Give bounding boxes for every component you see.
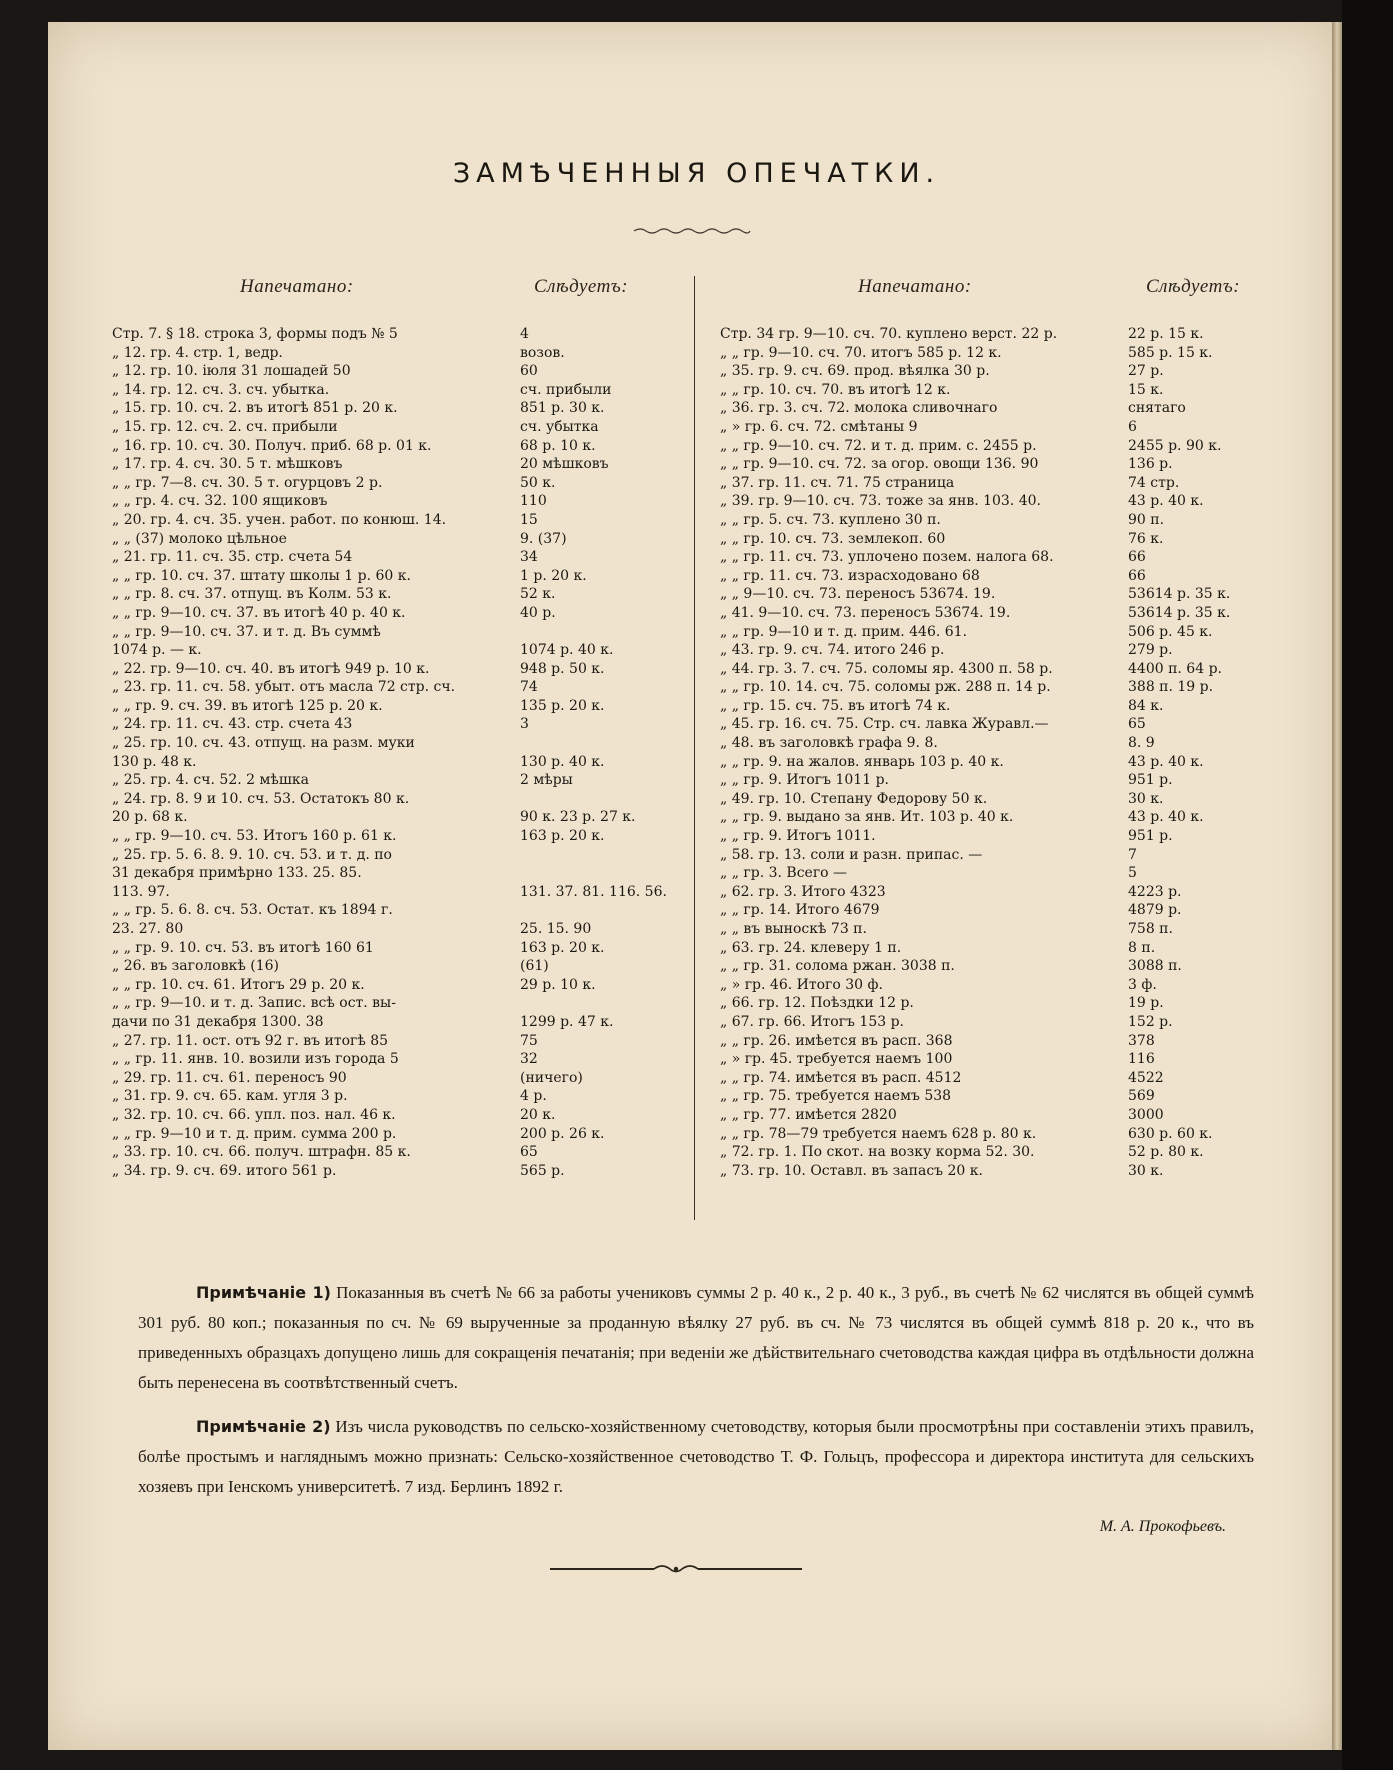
errata-correction: 19 р. (1128, 995, 1164, 1012)
errata-row (720, 921, 1260, 940)
errata-printed: „ „ гр. 3. Всего — (720, 865, 848, 882)
errata-printed: „ „ гр. 11. сч. 73. израсходовано 68 (720, 567, 980, 584)
errata-correction: 6 (1128, 418, 1137, 435)
errata-correction: 4879 р. (1128, 902, 1182, 919)
errata-printed: „ 49. гр. 10. Степану Федорову 50 к. (720, 790, 988, 807)
errata-row (720, 828, 1260, 847)
errata-correction: 200 р. 26 к. (520, 1125, 605, 1142)
errata-correction: 585 р. 15 к. (1128, 344, 1213, 361)
left-header-should-be: Слѣдуетъ: (534, 276, 629, 297)
errata-correction: 43 р. 40 к. (1128, 753, 1204, 770)
errata-row (112, 363, 682, 382)
errata-printed: „ 73. гр. 10. Оставл. въ запасъ 20 к. (720, 1162, 983, 1179)
errata-correction: 68 р. 10 к. (520, 437, 596, 454)
errata-row (720, 884, 1260, 903)
errata-correction: 75 (520, 1032, 538, 1049)
errata-correction: 851 р. 30 к. (520, 400, 605, 417)
errata-row (720, 772, 1260, 791)
errata-correction: 116 (1128, 1051, 1155, 1068)
errata-row (112, 475, 682, 494)
errata-row (720, 549, 1260, 568)
errata-row (112, 531, 682, 550)
errata-printed: „ 12. гр. 4. стр. 1, ведр. (112, 344, 283, 361)
left-errata-column (112, 326, 682, 1181)
errata-row (720, 865, 1260, 884)
left-header-printed: Напечатано: (240, 276, 354, 297)
errata-row (112, 512, 682, 531)
errata-printed: „ „ гр. 9—10 и т. д. прим. 446. 61. (720, 623, 968, 640)
errata-correction: 27 р. (1128, 363, 1164, 380)
errata-row (112, 326, 682, 345)
errata-row (720, 400, 1260, 419)
errata-correction: 135 р. 20 к. (520, 697, 605, 714)
errata-correction: 630 р. 60 к. (1128, 1125, 1213, 1142)
errata-printed: „ „ гр. 9. Итогъ 1011. (720, 828, 876, 845)
errata-correction: 66 (1128, 567, 1146, 584)
errata-printed: „ „ гр. 75. требуется наемъ 538 (720, 1088, 952, 1105)
errata-correction: 9. (37) (520, 530, 567, 547)
errata-row (112, 865, 682, 884)
errata-correction: 4223 р. (1128, 883, 1182, 900)
errata-printed: 20 р. 68 к. (112, 809, 188, 826)
errata-printed: „ 67. гр. 66. Итогъ 153 р. (720, 1013, 904, 1030)
errata-printed: „ „ гр. 9—10. сч. 70. итогъ 585 р. 12 к. (720, 344, 1002, 361)
errata-row (112, 1144, 682, 1163)
errata-row (720, 995, 1260, 1014)
errata-printed: „ „ гр. 9—10 и т. д. прим. сумма 200 р. (112, 1125, 397, 1142)
errata-printed: „ 15. гр. 10. сч. 2. въ итогѣ 851 р. 20 к. (112, 400, 398, 417)
errata-correction: 60 (520, 363, 538, 380)
note-2-head: Примѣчаніе 2) (196, 1417, 331, 1436)
errata-correction: 569 (1128, 1088, 1155, 1105)
errata-correction: 1 р. 20 к. (520, 567, 587, 584)
errata-printed: „ 27. гр. 11. ост. отъ 92 г. въ итогѣ 85 (112, 1032, 389, 1049)
errata-correction: 130 р. 40 к. (520, 753, 605, 770)
errata-correction: 25. 15. 90 (520, 921, 592, 937)
errata-row (112, 958, 682, 977)
errata-printed: „ 25. гр. 10. сч. 43. отпущ. на разм. муки (112, 735, 415, 752)
errata-printed: „ „ гр. 74. имѣется въ расп. 4512 (720, 1069, 962, 1086)
errata-row (112, 1051, 682, 1070)
errata-correction: 4400 п. 64 р. (1128, 660, 1222, 677)
errata-printed: „ 25. гр. 5. 6. 8. 9. 10. сч. 53. и т. д. по (112, 846, 392, 863)
errata-printed: „ „ гр. 9—10. сч. 37. въ итогѣ 40 р. 40 к. (112, 604, 406, 621)
errata-printed: „ 22. гр. 9—10. сч. 40. въ итогѣ 949 р. 10 к. (112, 660, 430, 677)
errata-printed: „ 72. гр. 1. По скот. на возку корма 52. 30. (720, 1144, 1035, 1161)
errata-correction: 378 (1128, 1032, 1155, 1049)
errata-row (112, 754, 682, 773)
errata-printed: „ „ гр. 9—10. сч. 37. и т. д. Въ суммѣ (112, 623, 381, 640)
errata-correction: 74 (520, 679, 538, 696)
errata-printed: Стр. 7. § 18. строка 3, формы подъ № 5 (112, 326, 398, 342)
errata-row (720, 586, 1260, 605)
errata-correction: 3088 п. (1128, 958, 1182, 975)
errata-correction: 758 п. (1128, 921, 1173, 937)
errata-row (720, 698, 1260, 717)
errata-row (112, 624, 682, 643)
errata-row (720, 958, 1260, 977)
errata-row (112, 791, 682, 810)
errata-correction: 8 п. (1128, 939, 1156, 956)
errata-correction: 53614 р. 35 к. (1128, 604, 1231, 621)
errata-printed: Стр. 34 гр. 9—10. сч. 70. куплено верст. 22 р. (720, 326, 1058, 342)
errata-row (720, 809, 1260, 828)
errata-row (112, 605, 682, 624)
errata-printed: „ 25. гр. 4. сч. 52. 2 мѣшка (112, 772, 309, 789)
errata-printed: „ 24. гр. 11. сч. 43. стр. счета 43 (112, 716, 353, 733)
errata-row (112, 568, 682, 587)
errata-printed: 1074 р. — к. (112, 642, 202, 659)
note-1 (138, 1278, 1254, 1398)
errata-correction: 65 (520, 1144, 538, 1161)
errata-correction: 3 ф. (1128, 976, 1157, 993)
note-2 (138, 1412, 1254, 1502)
errata-printed: „ 17. гр. 4. сч. 30. 5 т. мѣшковъ (112, 456, 343, 473)
errata-row (112, 940, 682, 959)
errata-printed: „ 39. гр. 9—10. сч. 73. тоже за янв. 103. 40. (720, 493, 1042, 510)
errata-printed: 23. 27. 80 (112, 921, 184, 937)
errata-row (112, 1163, 682, 1182)
errata-row (720, 493, 1260, 512)
errata-printed: „ „ гр. 11. янв. 10. возили изъ города 5 (112, 1051, 399, 1068)
errata-printed: 113. 97. (112, 883, 170, 900)
errata-correction: 66 (1128, 549, 1146, 566)
errata-printed: „ 44. гр. 3. 7. сч. 75. соломы яр. 4300 п. 58 р. (720, 660, 1053, 677)
errata-printed: „ 33. гр. 10. сч. 66. получ. штрафн. 85 к. (112, 1144, 411, 1161)
errata-row (112, 493, 682, 512)
note-1-text: Показанныя въ счетѣ № 66 за работы учениковъ суммы 2 р. 40 к., 2 р. 40 к., 3 руб., въ счетѣ № 62 числятся въ общей суммѣ 301 руб. 80 коп.; показанныя по сч. № 69 вырученные за проданную вѣялку 27 руб. въ сч. № 73 числятся въ общей суммѣ 818 р. 20 к., что въ приведенныхъ образцахъ допущено лишь для сокращенія печатанія; при веденіи же дѣйствительнаго счетоводства каждая цифра въ отдѣльности должна быть перенесена въ соотвѣтственный счетъ. (138, 1283, 1255, 1392)
errata-printed: „ „ гр. 10. сч. 61. Итогъ 29 р. 20 к. (112, 976, 365, 993)
errata-row (112, 716, 682, 735)
errata-row (112, 642, 682, 661)
errata-row (112, 382, 682, 401)
errata-printed: „ 45. гр. 16. сч. 75. Стр. сч. лавка Журавл.— (720, 716, 1049, 733)
errata-row (720, 754, 1260, 773)
note-2-text: Изъ числа руководствъ по сельско-хозяйственному счетоводству, которыя были просмотрѣны при составленіи этихъ правилъ, болѣе простымъ и нагляднымъ можно признать: Сельско-хозяйственное счетоводство Т. Ф. Гольцъ, профессора и директора института для сельскихъ хозяевъ при Іенскомъ университетѣ. 7 изд. Берлинъ 1892 г. (138, 1417, 1255, 1496)
errata-correction: 65 (1128, 716, 1146, 733)
errata-row (720, 605, 1260, 624)
errata-printed: 130 р. 48 к. (112, 753, 197, 770)
errata-row (720, 902, 1260, 921)
title-ornament (632, 226, 752, 236)
errata-printed: „ „ гр. 9. выдано за янв. Ит. 103 р. 40 к. (720, 809, 1014, 826)
errata-correction: 2 мѣры (520, 772, 573, 789)
errata-row (112, 1126, 682, 1145)
errata-printed: „ » гр. 6. сч. 72. смѣтаны 9 (720, 418, 918, 435)
errata-printed: „ 29. гр. 11. сч. 61. переносъ 90 (112, 1069, 347, 1086)
errata-row (112, 902, 682, 921)
errata-row (112, 847, 682, 866)
errata-printed: „ „ гр. 10. сч. 73. землекоп. 60 (720, 530, 946, 547)
errata-printed: „ „ гр. 10. сч. 37. штату школы 1 р. 60 к. (112, 567, 411, 584)
notes-section (138, 1278, 1254, 1516)
errata-row (720, 512, 1260, 531)
errata-printed: „ 34. гр. 9. сч. 69. итого 561 р. (112, 1162, 337, 1179)
errata-row (720, 568, 1260, 587)
errata-printed: „ 14. гр. 12. сч. 3. сч. убытка. (112, 381, 330, 398)
errata-correction: 2455 р. 90 к. (1128, 437, 1222, 454)
errata-row (112, 438, 682, 457)
errata-correction: 279 р. (1128, 642, 1173, 659)
errata-row (112, 1107, 682, 1126)
errata-correction: (61) (520, 958, 549, 975)
errata-printed: „ 43. гр. 9. сч. 74. итого 246 р. (720, 642, 945, 659)
errata-correction: возов. (520, 344, 565, 361)
errata-printed: „ 58. гр. 13. соли и разн. припас. — (720, 846, 983, 863)
errata-row (720, 438, 1260, 457)
errata-correction: 15 (520, 511, 538, 528)
errata-correction: 388 п. 19 р. (1128, 679, 1214, 696)
errata-row (720, 661, 1260, 680)
errata-printed: „ 35. гр. 9. сч. 69. прод. вѣялка 30 р. (720, 363, 990, 380)
errata-correction: снятаго (1128, 400, 1186, 417)
errata-row (720, 1163, 1260, 1182)
errata-printed: „ 62. гр. 3. Итого 4323 (720, 883, 886, 900)
errata-correction: 3000 (1128, 1106, 1164, 1123)
errata-row (112, 400, 682, 419)
errata-correction: сч. прибыли (520, 381, 612, 398)
errata-row (112, 586, 682, 605)
errata-row (720, 326, 1260, 345)
errata-printed: „ „ гр. 7—8. сч. 30. 5 т. огурцовъ 2 р. (112, 474, 383, 491)
right-errata-column (720, 326, 1260, 1181)
column-divider (694, 276, 695, 1220)
errata-row (112, 995, 682, 1014)
errata-correction: 90 к. 23 р. 27 к. (520, 809, 636, 826)
errata-printed: „ 21. гр. 11. сч. 35. стр. счета 54 (112, 549, 353, 566)
errata-correction: 1074 р. 40 к. (520, 642, 614, 659)
errata-printed: „ „ гр. 11. сч. 73. уплочено позем. налога 68. (720, 549, 1054, 566)
errata-printed: „ „ гр. 10. сч. 70. въ итогѣ 12 к. (720, 381, 951, 398)
errata-correction: 76 к. (1128, 530, 1164, 547)
errata-printed: дачи по 31 декабря 1300. 38 (112, 1013, 324, 1030)
errata-correction: 163 р. 20 к. (520, 939, 605, 956)
errata-row (112, 884, 682, 903)
errata-printed: „ „ гр. 4. сч. 32. 100 ящиковъ (112, 493, 328, 510)
errata-printed: „ „ гр. 9. Итогъ 1011 р. (720, 772, 889, 789)
errata-correction: 3 (520, 716, 529, 733)
errata-correction: 52 к. (520, 586, 556, 603)
errata-row (112, 661, 682, 680)
errata-printed: „ 48. въ заголовкѣ графа 9. 8. (720, 735, 938, 752)
errata-row (720, 847, 1260, 866)
errata-printed: „ „ гр. 5. 6. 8. сч. 53. Остат. къ 1894 г. (112, 902, 393, 919)
errata-row (112, 977, 682, 996)
errata-printed: „ „ гр. 9—10. сч. 72. за огор. овощи 136. 90 (720, 456, 1039, 473)
errata-row (720, 940, 1260, 959)
errata-printed: „ 63. гр. 24. клеверу 1 п. (720, 939, 902, 956)
errata-correction: 32 (520, 1051, 538, 1068)
errata-correction: 4 (520, 326, 529, 342)
errata-row (112, 698, 682, 717)
errata-printed: „ „ гр. 9—10. сч. 53. Итогъ 160 р. 61 к. (112, 828, 397, 845)
errata-printed: „ 41. 9—10. сч. 73. переносъ 53674. 19. (720, 604, 1011, 621)
errata-correction: сч. убытка (520, 418, 599, 435)
errata-correction: 74 стр. (1128, 474, 1180, 491)
errata-row (112, 735, 682, 754)
right-header-printed: Напечатано: (858, 276, 972, 297)
errata-correction: 951 р. (1128, 828, 1173, 845)
errata-correction: 43 р. 40 к. (1128, 493, 1204, 510)
errata-row (112, 828, 682, 847)
errata-correction: 53614 р. 35 к. (1128, 586, 1231, 603)
errata-row (112, 921, 682, 940)
footer-ornament (546, 1562, 806, 1576)
errata-printed: „ 31. гр. 9. сч. 65. кам. угля 3 р. (112, 1088, 348, 1105)
errata-correction: 29 р. 10 к. (520, 976, 596, 993)
errata-correction: 40 р. (520, 604, 556, 621)
errata-printed: „ „ гр. 9. сч. 39. въ итогѣ 125 р. 20 к. (112, 697, 383, 714)
errata-printed: „ 12. гр. 10. іюля 31 лошадей 50 (112, 363, 351, 380)
errata-correction: 30 к. (1128, 1162, 1164, 1179)
errata-row (112, 345, 682, 364)
errata-printed: „ „ гр. 31. солома ржан. 3038 п. (720, 958, 955, 975)
errata-printed: „ » гр. 46. Итого 30 ф. (720, 976, 883, 993)
errata-printed: „ „ гр. 26. имѣется въ расп. 368 (720, 1032, 953, 1049)
errata-row (112, 419, 682, 438)
errata-row (720, 735, 1260, 754)
errata-printed: „ 26. въ заголовкѣ (16) (112, 958, 279, 975)
errata-row (720, 1014, 1260, 1033)
errata-correction: 5 (1128, 865, 1137, 882)
errata-row (720, 419, 1260, 438)
errata-printed: „ 23. гр. 11. сч. 58. убыт. отъ масла 72 стр. сч. (112, 679, 456, 696)
errata-row (112, 1033, 682, 1052)
errata-row (112, 456, 682, 475)
errata-printed: „ „ (37) молоко цѣльное (112, 530, 287, 547)
errata-row (720, 1033, 1260, 1052)
errata-printed: „ 24. гр. 8. 9 и 10. сч. 53. Остатокъ 80 к. (112, 790, 410, 807)
errata-row (720, 716, 1260, 735)
errata-row (112, 1014, 682, 1033)
errata-row (720, 1051, 1260, 1070)
errata-correction: 52 р. 80 к. (1128, 1144, 1204, 1161)
errata-correction: 110 (520, 493, 547, 510)
errata-row (720, 977, 1260, 996)
errata-row (720, 531, 1260, 550)
errata-correction: 951 р. (1128, 772, 1173, 789)
errata-row (720, 642, 1260, 661)
errata-row (720, 1144, 1260, 1163)
errata-printed: 31 декабря примѣрно 133. 25. 85. (112, 865, 362, 882)
errata-row (112, 772, 682, 791)
errata-printed: „ „ гр. 77. имѣется 2820 (720, 1106, 897, 1123)
errata-printed: „ „ гр. 9—10. и т. д. Запис. всѣ ост. вы- (112, 995, 396, 1012)
errata-row (720, 1088, 1260, 1107)
errata-correction: 163 р. 20 к. (520, 828, 605, 845)
errata-correction: 22 р. 15 к. (1128, 326, 1204, 342)
page-title: ЗАМѢЧЕННЫЯ ОПЕЧАТКИ. (452, 158, 941, 189)
author-signature: М. А. Прокофьевъ. (1099, 1518, 1226, 1535)
errata-row (720, 1126, 1260, 1145)
errata-printed: „ „ гр. 9. 10. сч. 53. въ итогѣ 160 61 (112, 939, 374, 956)
errata-printed: „ „ гр. 5. сч. 73. куплено 30 п. (720, 511, 941, 528)
errata-correction: 8. 9 (1128, 735, 1155, 752)
errata-printed: „ 36. гр. 3. сч. 72. молока сливочнаго (720, 400, 998, 417)
errata-row (112, 1070, 682, 1089)
errata-printed: „ „ гр. 9—10. сч. 72. и т. д. прим. с. 2455 р. (720, 437, 1037, 454)
errata-correction: (ничего) (520, 1069, 583, 1086)
errata-printed: „ 32. гр. 10. сч. 66. упл. поз. нал. 46 к. (112, 1106, 396, 1123)
errata-printed: „ „ гр. 14. Итого 4679 (720, 902, 880, 919)
errata-row (720, 475, 1260, 494)
errata-row (720, 624, 1260, 643)
note-1-head: Примѣчаніе 1) (196, 1283, 331, 1302)
errata-correction: 43 р. 40 к. (1128, 809, 1204, 826)
errata-printed: „ 15. гр. 12. сч. 2. сч. прибыли (112, 418, 338, 435)
errata-correction: 30 к. (1128, 790, 1164, 807)
errata-row (720, 1070, 1260, 1089)
errata-row (720, 456, 1260, 475)
errata-printed: „ 66. гр. 12. Поѣздки 12 р. (720, 995, 914, 1012)
right-header-should-be: Слѣдуетъ: (1146, 276, 1241, 297)
errata-row (112, 809, 682, 828)
errata-correction: 4 р. (520, 1088, 547, 1105)
errata-correction: 20 к. (520, 1106, 556, 1123)
errata-row (720, 679, 1260, 698)
errata-printed: „ „ гр. 78—79 требуется наемъ 628 р. 80 к. (720, 1125, 1037, 1142)
errata-printed: „ 16. гр. 10. сч. 30. Получ. приб. 68 р. 01 к. (112, 437, 432, 454)
errata-correction: 4522 (1128, 1069, 1164, 1086)
errata-row (720, 791, 1260, 810)
errata-correction: 15 к. (1128, 381, 1164, 398)
errata-row (720, 363, 1260, 382)
errata-printed: „ „ 9—10. сч. 73. переносъ 53674. 19. (720, 586, 996, 603)
errata-printed: „ 20. гр. 4. сч. 35. учен. работ. по конюш. 14. (112, 511, 447, 528)
scan-edge (1342, 0, 1393, 1770)
errata-printed: „ „ въ выноскѣ 73 п. (720, 921, 867, 937)
errata-correction: 1299 р. 47 к. (520, 1013, 614, 1030)
errata-correction: 506 р. 45 к. (1128, 623, 1213, 640)
errata-correction: 20 мѣшковъ (520, 456, 609, 473)
errata-correction: 90 п. (1128, 511, 1165, 528)
errata-correction: 565 р. (520, 1162, 565, 1179)
page-spine (1332, 22, 1342, 1750)
errata-correction: 34 (520, 549, 538, 566)
errata-printed: „ » гр. 45. требуется наемъ 100 (720, 1051, 953, 1068)
errata-row (112, 679, 682, 698)
errata-correction: 131. 37. 81. 116. 56. (520, 883, 667, 900)
errata-row (720, 345, 1260, 364)
errata-row (720, 1107, 1260, 1126)
errata-row (112, 1088, 682, 1107)
errata-printed: „ „ гр. 10. 14. сч. 75. соломы рж. 288 п. 14 р. (720, 679, 1051, 696)
errata-row (112, 549, 682, 568)
errata-correction: 136 р. (1128, 456, 1173, 473)
errata-printed: „ „ гр. 15. сч. 75. въ итогѣ 74 к. (720, 697, 951, 714)
errata-correction: 7 (1128, 846, 1137, 863)
errata-printed: „ „ гр. 9. на жалов. январь 103 р. 40 к. (720, 753, 1004, 770)
errata-correction: 152 р. (1128, 1013, 1173, 1030)
errata-correction: 50 к. (520, 474, 556, 491)
errata-correction: 84 к. (1128, 697, 1164, 714)
errata-correction: 948 р. 50 к. (520, 660, 605, 677)
errata-printed: „ 37. гр. 11. сч. 71. 75 страница (720, 474, 955, 491)
errata-printed: „ „ гр. 8. сч. 37. отпущ. въ Колм. 53 к. (112, 586, 392, 603)
errata-row (720, 382, 1260, 401)
